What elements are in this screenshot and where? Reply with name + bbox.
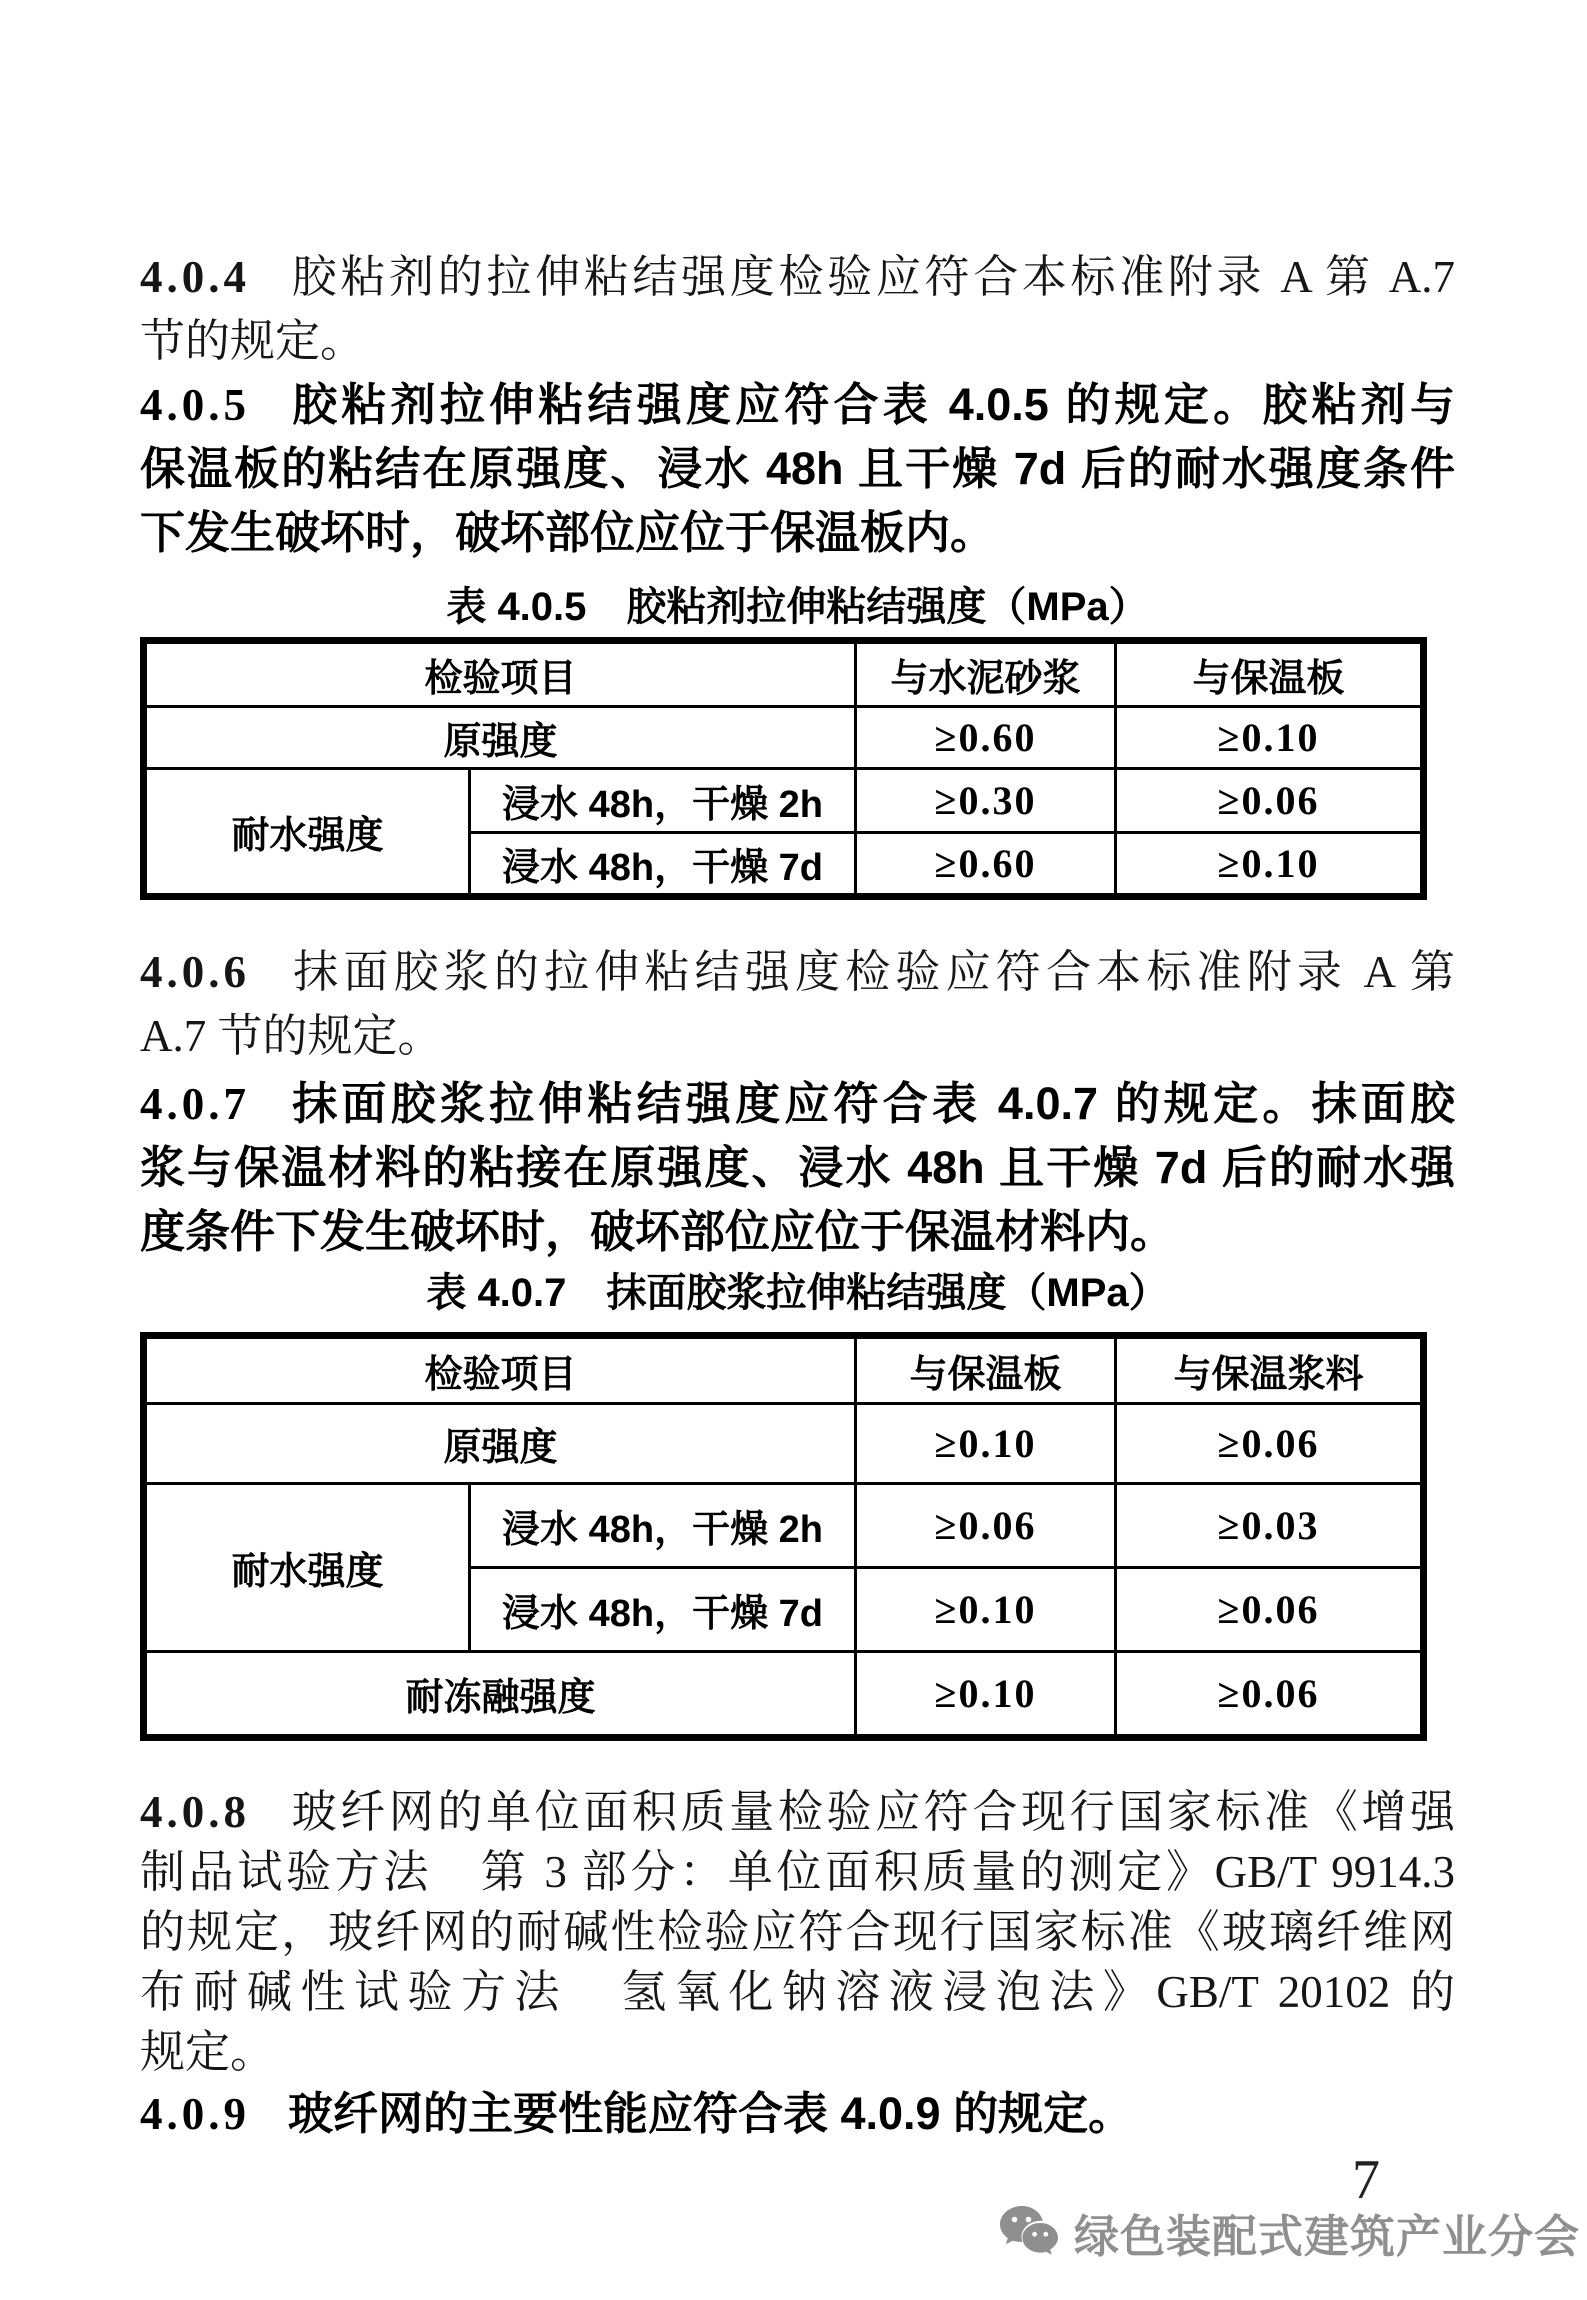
table-4-0-7-caption: 表 4.0.7 抹面胶浆拉伸粘结强度（MPa） — [426, 1271, 1169, 1315]
text-line: 布耐碱性试验方法 氢氧化钠溶液浸泡法》GB/T 20102 的 — [140, 1967, 1455, 2017]
row-label-cell: 耐冻融强度 — [144, 1652, 856, 1738]
value-cell: ≥0.06 — [1116, 769, 1424, 833]
clause-number: 4.0.6 — [140, 947, 250, 997]
text-line — [140, 2082, 1455, 2146]
table-4-0-7 — [140, 1332, 1427, 1741]
value-cell: ≥0.06 — [856, 1484, 1116, 1568]
clause-number: 4.0.8 — [140, 1787, 250, 1837]
value-cell: ≥0.10 — [856, 1652, 1116, 1738]
text-line — [140, 940, 1455, 1004]
value-cell: ≥0.06 — [1116, 1568, 1424, 1652]
value-cell: ≥0.10 — [856, 1404, 1116, 1484]
value-cell: ≥0.03 — [1116, 1484, 1424, 1568]
row-group-label-cell: 耐水强度 — [144, 1484, 470, 1652]
clause-4-0-4 — [140, 245, 1455, 373]
clause-number: 4.0.4 — [140, 252, 250, 302]
clause-4-0-9 — [140, 2082, 1455, 2146]
header-cell-board: 与保温板 — [856, 1336, 1116, 1404]
value-cell: ≥0.60 — [856, 833, 1116, 897]
clause-text: 抹面胶浆拉伸粘结强度应符合表 4.0.7 的规定。抹面胶 — [288, 1078, 1455, 1129]
row-label-cell: 原强度 — [144, 1404, 856, 1484]
table-row — [144, 769, 1424, 833]
text-line: A.7 节的规定。 — [140, 1011, 443, 1061]
condition-cell: 浸水 48h，干燥 2h — [470, 769, 856, 833]
text-line — [140, 1782, 1455, 1842]
header-cell-slurry: 与保温浆料 — [1116, 1336, 1424, 1404]
text-line: 度条件下发生破坏时，破坏部位应位于保温材料内。 — [140, 1206, 1176, 1257]
clause-4-0-8 — [140, 1782, 1455, 2082]
text-line — [140, 1072, 1455, 1136]
text-line — [140, 373, 1455, 437]
table-row — [144, 707, 1424, 769]
table-4-0-5 — [140, 637, 1427, 900]
header-cell-item: 检验项目 — [144, 641, 856, 707]
header-cell-mortar: 与水泥砂浆 — [856, 641, 1116, 707]
clause-number: 4.0.7 — [140, 1079, 250, 1129]
value-cell: ≥0.10 — [1116, 833, 1424, 897]
clause-text: 胶粘剂拉伸粘结强度应符合表 4.0.5 的规定。胶粘剂与 — [288, 379, 1455, 430]
text-line: 制品试验方法 第 3 部分：单位面积质量的测定》GB/T 9914.3 — [140, 1847, 1455, 1897]
watermark-text: 绿色装配式建筑产业分会 — [1074, 2210, 1581, 2262]
row-label-cell: 原强度 — [144, 707, 856, 769]
table-row — [144, 641, 1424, 707]
value-cell: ≥0.10 — [856, 1568, 1116, 1652]
table-4-0-5-caption: 表 4.0.5 胶粘剂拉伸粘结强度（MPa） — [446, 585, 1149, 629]
condition-cell: 浸水 48h，干燥 7d — [470, 1568, 856, 1652]
clause-text: 抹面胶浆的拉伸粘结强度检验应符合本标准附录 A 第 — [288, 947, 1455, 997]
condition-cell: 浸水 48h，干燥 2h — [470, 1484, 856, 1568]
text-line: 下发生破坏时，破坏部位应位于保温板内。 — [140, 507, 996, 558]
clause-text: 玻纤网的单位面积质量检验应符合现行国家标准《增强 — [288, 1787, 1455, 1837]
text-line: 规定。 — [140, 2027, 276, 2077]
wechat-icon — [998, 2204, 1060, 2260]
header-cell-item: 检验项目 — [144, 1336, 856, 1404]
condition-cell: 浸水 48h，干燥 7d — [470, 833, 856, 897]
value-cell: ≥0.10 — [1116, 707, 1424, 769]
footer-watermark — [998, 2200, 1580, 2264]
text-line: 浆与保温材料的粘接在原强度、浸水 48h 且干燥 7d 后的耐水强 — [140, 1142, 1455, 1193]
text-line: 节的规定。 — [140, 316, 366, 366]
value-cell: ≥0.06 — [1116, 1404, 1424, 1484]
table-row — [144, 1484, 1424, 1568]
table-row — [144, 1652, 1424, 1738]
clause-text: 胶粘剂的拉伸粘结强度检验应符合本标准附录 A 第 A.7 — [288, 252, 1455, 302]
clause-number: 4.0.5 — [140, 380, 250, 430]
row-group-label-cell: 耐水强度 — [144, 769, 470, 897]
value-cell: ≥0.06 — [1116, 1652, 1424, 1738]
text-line — [140, 245, 1455, 309]
clause-4-0-5 — [140, 373, 1455, 565]
table-row — [144, 1336, 1424, 1404]
clause-4-0-6 — [140, 940, 1455, 1068]
header-cell-board: 与保温板 — [1116, 641, 1424, 707]
text-line: 的规定，玻纤网的耐碱性检验应符合现行国家标准《玻璃纤维网 — [140, 1907, 1455, 1957]
table-row — [144, 1404, 1424, 1484]
clause-number: 4.0.9 — [140, 2089, 250, 2139]
clause-4-0-7 — [140, 1072, 1455, 1264]
clause-text: 玻纤网的主要性能应符合表 4.0.9 的规定。 — [288, 2088, 1134, 2139]
page-number: 7 — [1352, 2149, 1380, 2211]
value-cell: ≥0.60 — [856, 707, 1116, 769]
value-cell: ≥0.30 — [856, 769, 1116, 833]
text-line: 保温板的粘结在原强度、浸水 48h 且干燥 7d 后的耐水强度条件 — [140, 443, 1455, 494]
